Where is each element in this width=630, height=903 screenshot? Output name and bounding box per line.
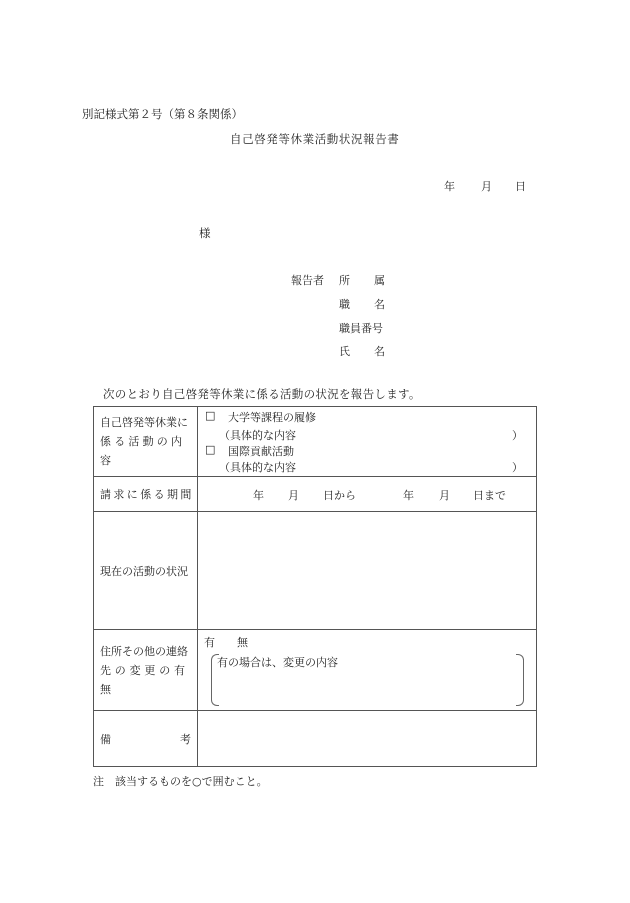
option-yes[interactable]: 有 [204,636,215,649]
intro-text: 次のとおり自己啓発等休業に係る活動の状況を報告します。 [103,387,421,401]
label-remarks [94,711,198,767]
label-current-status [94,512,198,630]
label-char: 備 [100,732,111,746]
label-line [100,730,197,749]
paren-close: ） [512,461,523,474]
field-char: 名 [374,298,385,311]
label-line: 自己啓発等休業に [100,416,188,429]
label-activity-content [94,407,198,476]
label-line: 請求に係る期間 [100,488,194,501]
field-char: 属 [374,274,385,287]
from-year: 年 [253,489,264,502]
note-text: 注 該当するものを○で囲むこと。 [93,775,268,788]
label-line: 住所その他の連絡 [100,645,188,658]
activity-options [199,407,536,476]
reporter-field-affiliation [339,272,385,288]
period-fields[interactable] [199,477,536,512]
option-international-contribution: 国際貢献活動 [228,445,294,458]
field-char: 名 [374,345,385,358]
label-request-period [94,477,198,512]
form-identifier: 別記様式第２号（第８条関係） [82,107,243,121]
report-table [93,406,537,767]
reporter-field-employee-number [339,320,385,336]
option-university-course: 大学等課程の履修 [228,411,316,424]
to-month: 月 [439,489,450,502]
option-no[interactable]: 無 [237,636,248,649]
row-current-status [94,511,536,630]
detail-university-course[interactable]: （具体的な内容 [219,429,296,442]
detail-international-contribution[interactable]: （具体的な内容 [219,461,296,474]
checkbox-university-course[interactable]: □ [205,409,216,422]
row-request-period [94,476,536,512]
date-year-label: 年 [444,180,455,193]
address-change-field [199,630,536,711]
label-line: 係る活動の内容 [100,435,186,467]
reporter-field-position [339,296,385,312]
paren-close: ） [512,429,523,442]
document-title: 自己啓発等休業活動状況報告書 [230,132,400,146]
addressee-honorific: 様 [199,226,211,240]
field-char: 職 [339,298,350,311]
label-char: 考 [180,732,191,746]
reporter-label: 報告者 [291,274,324,287]
checkbox-international-contribution[interactable]: □ [205,443,216,456]
to-day: 日まで [473,489,506,502]
row-address-change [94,629,536,711]
from-day: 日から [323,489,356,502]
field-char: 職員番号 [339,322,383,335]
date-day-label: 日 [515,180,526,193]
row-activity-content [94,407,536,476]
label-line: 先の変更の有無 [100,664,189,696]
remarks-field[interactable] [199,711,536,767]
reporter-field-name [339,343,385,359]
field-char: 氏 [339,345,350,358]
from-month: 月 [288,489,299,502]
change-detail-label[interactable]: 有の場合は、変更の内容 [217,656,338,669]
label-line: 現在の活動の状況 [100,564,188,578]
field-char: 所 [339,274,350,287]
to-year: 年 [403,489,414,502]
row-remarks [94,710,536,767]
bracket-right-icon [516,654,524,706]
current-status-field[interactable] [199,512,536,630]
date-month-label: 月 [481,180,492,193]
label-address-change [94,630,198,711]
